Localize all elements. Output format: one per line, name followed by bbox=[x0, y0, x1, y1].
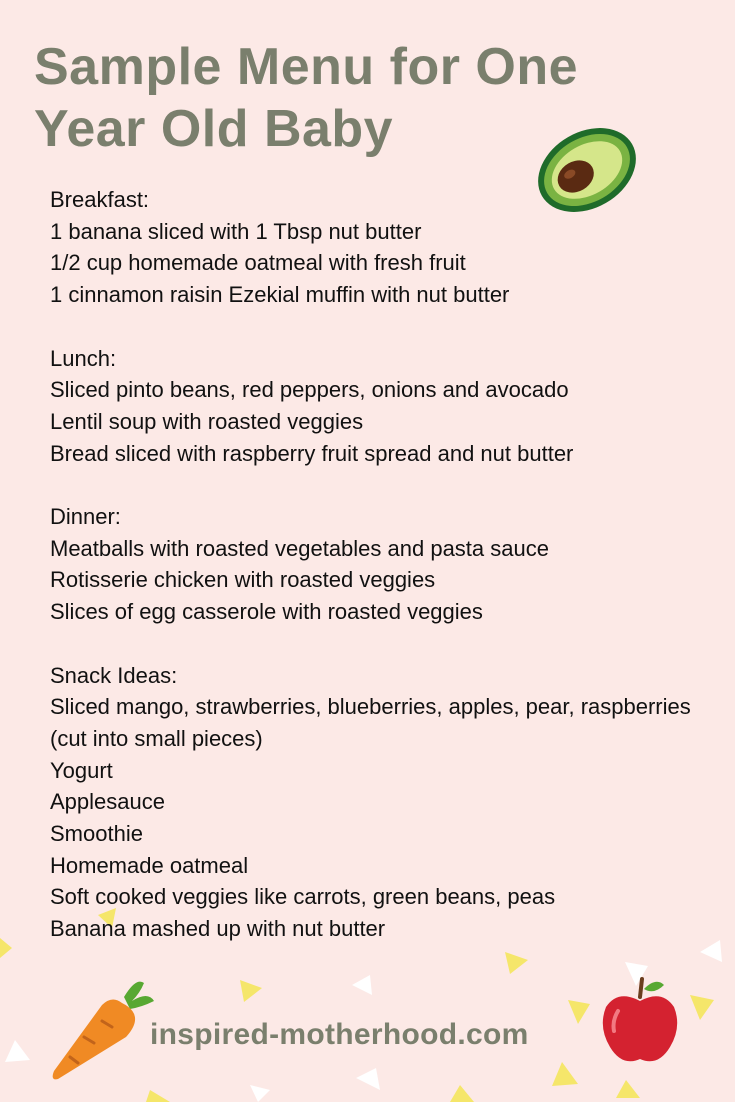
menu-item: Lentil soup with roasted veggies bbox=[50, 408, 364, 434]
section-heading: Breakfast: bbox=[50, 187, 150, 212]
menu-item: 1 cinnamon raisin Ezekial muffin with nut butter bbox=[50, 282, 510, 308]
menu-item: Sliced pinto beans, red peppers, onions and avocado bbox=[50, 377, 569, 403]
menu-item: Sliced mango, strawberries, blueberries, apples, pear, raspberries (cut into small pieces) bbox=[50, 694, 691, 751]
dinner-section bbox=[50, 501, 700, 628]
menu-item: Slices of egg casserole with roasted veggies bbox=[50, 599, 483, 625]
menu-item: Soft cooked veggies like carrots, green beans, peas bbox=[50, 884, 556, 910]
breakfast-section bbox=[50, 184, 700, 311]
menu-item: Meatballs with roasted vegetables and pasta sauce bbox=[50, 535, 549, 561]
menu-item: 1/2 cup homemade oatmeal with fresh fruit bbox=[50, 250, 466, 276]
menu-item: Yogurt bbox=[50, 757, 113, 783]
menu-item: Applesauce bbox=[50, 789, 165, 815]
menu-item: Homemade oatmeal bbox=[50, 852, 249, 878]
menu-item: Smoothie bbox=[50, 821, 143, 847]
menu-item: Bread sliced with raspberry fruit spread and nut butter bbox=[50, 440, 574, 466]
website-footer: inspired-motherhood.com bbox=[150, 1018, 529, 1051]
page-title: Sample Menu for One Year Old Baby bbox=[34, 38, 579, 158]
section-heading: Dinner: bbox=[50, 504, 121, 529]
menu-item: Rotisserie chicken with roasted veggies bbox=[50, 567, 436, 593]
lunch-section bbox=[50, 343, 700, 470]
section-heading: Snack Ideas: bbox=[50, 662, 178, 688]
carrot-icon bbox=[44, 975, 159, 1085]
menu-item: 1 banana sliced with 1 Tbsp nut butter bbox=[50, 218, 422, 244]
menu-item: Banana mashed up with nut butter bbox=[50, 916, 386, 942]
apple-icon bbox=[598, 975, 683, 1067]
snack-section bbox=[50, 660, 700, 945]
section-heading: Lunch: bbox=[50, 345, 117, 371]
menu-list bbox=[50, 184, 700, 977]
